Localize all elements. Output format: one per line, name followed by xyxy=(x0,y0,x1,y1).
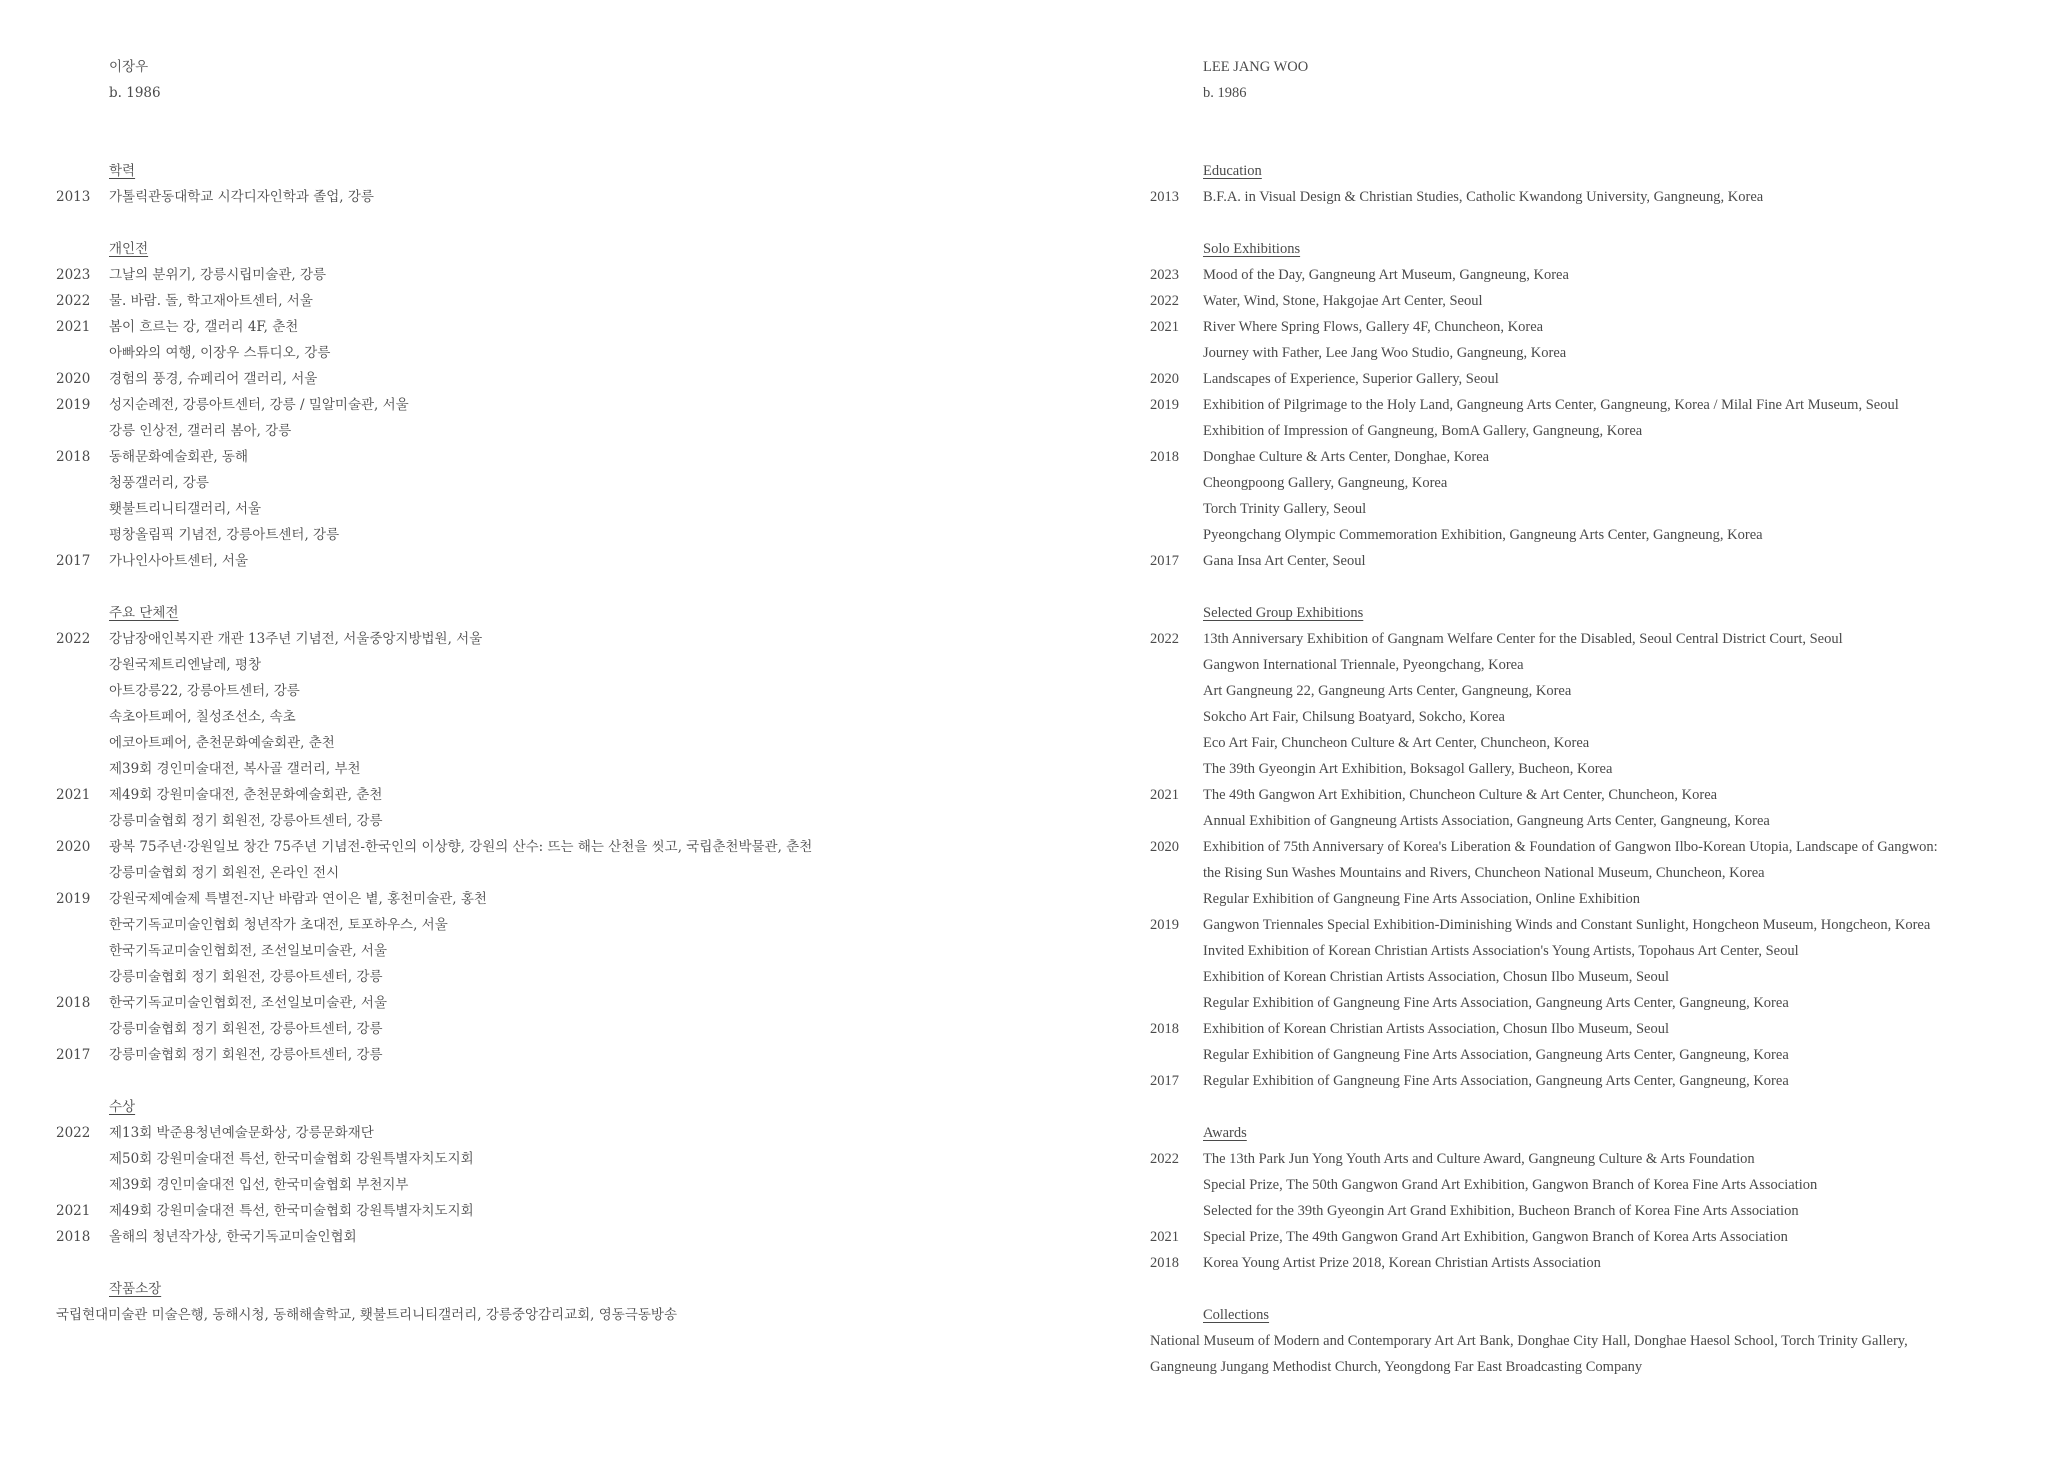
cv-korean-column xyxy=(56,54,1096,1328)
row-year: 2018 xyxy=(1150,1255,1179,1271)
row-year xyxy=(1150,808,1203,834)
row-text: 한국기독교미술인협회 청년작가 초대전, 토포하우스, 서울 xyxy=(109,917,448,933)
cv-row xyxy=(56,886,1096,912)
artist-name: 이장우 xyxy=(109,59,149,75)
row-year: 2022 xyxy=(56,293,91,309)
row-year: 2020 xyxy=(56,371,91,387)
row-text: Pyeongchang Olympic Commemoration Exhibition, Gangneung Arts Center, Gangneung, Korea xyxy=(1203,527,1763,543)
row-text: Torch Trinity Gallery, Seoul xyxy=(1203,501,1367,517)
cv-row xyxy=(56,1042,1096,1068)
row-text: B.F.A. in Visual Design & Christian Studies, Catholic Kwandong University, Gangneung, Korea xyxy=(1203,189,1764,205)
section-title-text: 작품소장 xyxy=(109,1281,162,1297)
row-text: 에코아트페어, 춘천문화예술회관, 춘천 xyxy=(109,735,335,751)
row-text: 강릉미술협회 정기 회원전, 강릉아트센터, 강릉 xyxy=(109,1021,383,1037)
cv-row xyxy=(56,912,1096,938)
row-text: Invited Exhibition of Korean Christian Artists Association's Young Artists, Topohaus Art Center, Seoul xyxy=(1203,943,1799,959)
cv-row xyxy=(56,990,1096,1016)
row-text: 한국기독교미술인협회전, 조선일보미술관, 서울 xyxy=(109,943,387,959)
row-text: Water, Wind, Stone, Hakgojae Art Center, Seoul xyxy=(1203,293,1483,309)
year-spacer xyxy=(56,1276,109,1302)
row-year: 2020 xyxy=(1150,371,1179,387)
row-year xyxy=(56,1016,109,1042)
cv-row xyxy=(1150,496,2050,522)
section-awards xyxy=(1150,1120,2050,1276)
section-title-text: Collections xyxy=(1203,1307,1270,1323)
year-spacer xyxy=(56,236,109,262)
cv-row xyxy=(56,938,1096,964)
row-year: 2022 xyxy=(1150,1151,1179,1167)
collection-line: Gangneung Jungang Methodist Church, Yeongdong Far East Broadcasting Company xyxy=(1150,1359,1643,1375)
section-title-line xyxy=(1150,1120,2050,1146)
section-title-line xyxy=(56,158,1096,184)
section-title-text: Education xyxy=(1203,163,1262,179)
section-education xyxy=(56,158,1096,210)
row-year: 2022 xyxy=(1150,631,1179,647)
row-text: 성지순례전, 강릉아트센터, 강릉 / 밀알미술관, 서울 xyxy=(109,397,409,413)
row-text: Journey with Father, Lee Jang Woo Studio, Gangneung, Korea xyxy=(1203,345,1567,361)
cv-row xyxy=(56,1172,1096,1198)
year-spacer xyxy=(1150,158,1203,184)
cv-row xyxy=(1150,756,2050,782)
section-title-line xyxy=(56,600,1096,626)
section-title xyxy=(1203,158,2050,184)
cv-row xyxy=(56,366,1096,392)
cv-row xyxy=(1150,938,2050,964)
row-text: 강릉미술협회 정기 회원전, 강릉아트센터, 강릉 xyxy=(109,969,383,985)
row-year: 2021 xyxy=(1150,787,1179,803)
cv-row xyxy=(56,704,1096,730)
row-year: 2017 xyxy=(56,1047,91,1063)
section-title-line xyxy=(1150,1302,2050,1328)
cv-row xyxy=(1150,860,2050,886)
cv-english-column xyxy=(1150,54,2050,1380)
row-year xyxy=(1150,964,1203,990)
cv-row xyxy=(56,834,1096,860)
year-spacer xyxy=(56,600,109,626)
row-text: The 49th Gangwon Art Exhibition, Chuncheon Culture & Art Center, Chuncheon, Korea xyxy=(1203,787,1718,803)
row-year xyxy=(56,678,109,704)
row-year xyxy=(56,938,109,964)
row-year xyxy=(1150,938,1203,964)
row-year xyxy=(56,808,109,834)
row-text: 동해문화예술회관, 동해 xyxy=(109,449,248,465)
cv-row xyxy=(56,184,1096,210)
row-year: 2018 xyxy=(1150,1021,1179,1037)
year-spacer xyxy=(56,54,109,80)
row-text: Exhibition of Pilgrimage to the Holy Land, Gangneung Arts Center, Gangneung, Korea / Milal Fine Art Museum, Seoul xyxy=(1203,397,1899,413)
row-text: Regular Exhibition of Gangneung Fine Arts Association, Gangneung Arts Center, Gangneung, Korea xyxy=(1203,1047,1789,1063)
row-year: 2013 xyxy=(56,189,91,205)
section-title-text: 수상 xyxy=(109,1099,136,1115)
row-year xyxy=(1150,1172,1203,1198)
row-text: Cheongpoong Gallery, Gangneung, Korea xyxy=(1203,475,1448,491)
row-year xyxy=(1150,652,1203,678)
cv-row xyxy=(1150,366,2050,392)
row-year xyxy=(1150,1198,1203,1224)
cv-row xyxy=(56,1016,1096,1042)
birth-line xyxy=(56,80,1096,106)
cv-row xyxy=(1150,548,2050,574)
row-year xyxy=(1150,418,1203,444)
cv-row xyxy=(1150,340,2050,366)
cv-row xyxy=(1150,1068,2050,1094)
cv-row xyxy=(1150,704,2050,730)
cv-row xyxy=(1150,1172,2050,1198)
row-text: Landscapes of Experience, Superior Gallery, Seoul xyxy=(1203,371,1499,387)
row-text: Exhibition of Impression of Gangneung, BomA Gallery, Gangneung, Korea xyxy=(1203,423,1643,439)
cv-row xyxy=(56,522,1096,548)
cv-row xyxy=(56,626,1096,652)
section-title xyxy=(109,236,1096,262)
section-title-text: Awards xyxy=(1203,1125,1247,1141)
section-title xyxy=(1203,1120,2050,1146)
cv-row xyxy=(1150,1042,2050,1068)
row-year xyxy=(56,1172,109,1198)
section-title xyxy=(1203,236,2050,262)
row-text: Sokcho Art Fair, Chilsung Boatyard, Sokcho, Korea xyxy=(1203,709,1505,725)
row-year: 2019 xyxy=(56,397,91,413)
section-education xyxy=(1150,158,2050,210)
birth-year: b. 1986 xyxy=(1203,85,1247,101)
year-spacer xyxy=(1150,236,1203,262)
row-text: Regular Exhibition of Gangneung Fine Arts Association, Gangneung Arts Center, Gangneung, Korea xyxy=(1203,995,1789,1011)
row-text: Regular Exhibition of Gangneung Fine Arts Association, Online Exhibition xyxy=(1203,891,1640,907)
year-spacer xyxy=(1150,1120,1203,1146)
row-text: Annual Exhibition of Gangneung Artists Association, Gangneung Arts Center, Gangneung, Korea xyxy=(1203,813,1770,829)
row-text: 제50회 강원미술대전 특선, 한국미술협회 강원특별자치도지회 xyxy=(109,1151,474,1167)
row-text: The 39th Gyeongin Art Exhibition, Boksagol Gallery, Bucheon, Korea xyxy=(1203,761,1613,777)
row-year xyxy=(1150,522,1203,548)
section-solo xyxy=(56,236,1096,574)
row-year: 2013 xyxy=(1150,189,1179,205)
row-year: 2018 xyxy=(56,1229,91,1245)
row-year: 2022 xyxy=(1150,293,1179,309)
row-year: 2022 xyxy=(56,1125,91,1141)
section-title xyxy=(109,1094,1096,1120)
row-text: 속초아트페어, 칠성조선소, 속초 xyxy=(109,709,296,725)
cv-row xyxy=(1150,964,2050,990)
row-text: Special Prize, The 50th Gangwon Grand Art Exhibition, Gangwon Branch of Korea Fine Arts Association xyxy=(1203,1177,1818,1193)
row-text: Gangwon Triennales Special Exhibition-Diminishing Winds and Constant Sunlight, Hongcheon Museum, Hongcheon, Korea xyxy=(1203,917,1931,933)
cv-row xyxy=(1150,990,2050,1016)
row-year: 2019 xyxy=(1150,917,1179,933)
cv-row xyxy=(1150,1250,2050,1276)
row-text: 강릉미술협회 정기 회원전, 강릉아트센터, 강릉 xyxy=(109,1047,383,1063)
cv-row xyxy=(1150,730,2050,756)
row-year: 2020 xyxy=(56,839,91,855)
row-text: Regular Exhibition of Gangneung Fine Arts Association, Gangneung Arts Center, Gangneung, Korea xyxy=(1203,1073,1789,1089)
cv-row xyxy=(1150,288,2050,314)
section-title-line xyxy=(1150,158,2050,184)
row-year: 2017 xyxy=(1150,1073,1179,1089)
row-text: 광복 75주년·강원일보 창간 75주년 기념전-한국인의 이상향, 강원의 산수: 뜨는 해는 산천을 씻고, 국립춘천박물관, 춘천 xyxy=(109,839,813,855)
section-title-line xyxy=(56,1276,1096,1302)
cv-row xyxy=(1150,652,2050,678)
row-text: Exhibition of Korean Christian Artists Association, Chosun Ilbo Museum, Seoul xyxy=(1203,969,1669,985)
cv-row xyxy=(1150,314,2050,340)
section-title-line xyxy=(1150,236,2050,262)
row-text: 가나인사아트센터, 서울 xyxy=(109,553,248,569)
section-title-line xyxy=(56,236,1096,262)
row-text: 평창올림픽 기념전, 강릉아트센터, 강릉 xyxy=(109,527,340,543)
section-title xyxy=(109,600,1096,626)
cv-row xyxy=(56,678,1096,704)
row-year: 2022 xyxy=(56,631,91,647)
row-text: Korea Young Artist Prize 2018, Korean Christian Artists Association xyxy=(1203,1255,1601,1271)
row-year xyxy=(56,912,109,938)
row-text: 제13회 박준용청년예술문화상, 강릉문화재단 xyxy=(109,1125,374,1141)
row-year xyxy=(56,704,109,730)
cv-row xyxy=(56,1120,1096,1146)
row-year xyxy=(56,1146,109,1172)
row-text: 봄이 흐르는 강, 갤러리 4F, 춘천 xyxy=(109,319,299,335)
cv-row xyxy=(1150,262,2050,288)
year-spacer xyxy=(56,1094,109,1120)
row-year: 2017 xyxy=(1150,553,1179,569)
row-year xyxy=(1150,496,1203,522)
cv-row xyxy=(56,392,1096,418)
row-year xyxy=(56,340,109,366)
birth-year: b. 1986 xyxy=(109,85,161,101)
section-title xyxy=(109,158,1096,184)
birth-line xyxy=(1150,80,2050,106)
cv-row xyxy=(56,730,1096,756)
row-year: 2020 xyxy=(1150,839,1179,855)
cv-row xyxy=(56,808,1096,834)
cv-row xyxy=(1150,1198,2050,1224)
cv-row xyxy=(56,314,1096,340)
row-text: Selected for the 39th Gyeongin Art Grand Exhibition, Bucheon Branch of Korea Fine Arts Association xyxy=(1203,1203,1799,1219)
cv-row xyxy=(1150,418,2050,444)
row-year xyxy=(1150,730,1203,756)
section-title xyxy=(1203,600,2050,626)
row-text: Special Prize, The 49th Gangwon Grand Art Exhibition, Gangwon Branch of Korea Arts Association xyxy=(1203,1229,1788,1245)
row-text: Art Gangneung 22, Gangneung Arts Center, Gangneung, Korea xyxy=(1203,683,1572,699)
row-year xyxy=(1150,860,1203,886)
row-text: 제49회 강원미술대전 특선, 한국미술협회 강원특별자치도지회 xyxy=(109,1203,474,1219)
row-text: 횃불트리니티갤러리, 서울 xyxy=(109,501,262,517)
header-block xyxy=(1150,54,2050,106)
row-year: 2018 xyxy=(56,449,91,465)
row-year: 2021 xyxy=(1150,319,1179,335)
row-text: Donghae Culture & Arts Center, Donghae, Korea xyxy=(1203,449,1490,465)
row-year: 2023 xyxy=(1150,267,1179,283)
collection-line: National Museum of Modern and Contemporary Art Art Bank, Donghae City Hall, Donghae Haesol School, Torch Trinity Gallery, xyxy=(1150,1333,1908,1349)
cv-row xyxy=(56,340,1096,366)
row-text: 경험의 풍경, 슈페리어 갤러리, 서울 xyxy=(109,371,318,387)
cv-row xyxy=(1150,1224,2050,1250)
cv-row xyxy=(1150,392,2050,418)
section-group xyxy=(1150,600,2050,1094)
row-year xyxy=(56,860,109,886)
section-title xyxy=(1203,1302,2050,1328)
row-year: 2017 xyxy=(56,553,91,569)
year-spacer xyxy=(56,80,109,106)
row-text: River Where Spring Flows, Gallery 4F, Chuncheon, Korea xyxy=(1203,319,1544,335)
year-spacer xyxy=(1150,54,1203,80)
year-spacer xyxy=(1150,80,1203,106)
section-collections xyxy=(56,1276,1096,1328)
row-text: 올해의 청년작가상, 한국기독교미술인협회 xyxy=(109,1229,357,1245)
year-spacer xyxy=(1150,1302,1203,1328)
row-text: Exhibition of 75th Anniversary of Korea's Liberation & Foundation of Gangwon Ilbo-Korean Utopia, Landscape of Gangwon: xyxy=(1203,839,1938,855)
section-title-text: Selected Group Exhibitions xyxy=(1203,605,1364,621)
row-text: 한국기독교미술인협회전, 조선일보미술관, 서울 xyxy=(109,995,387,1011)
row-year xyxy=(1150,1042,1203,1068)
row-text: 제49회 강원미술대전, 춘천문화예술회관, 춘천 xyxy=(109,787,383,803)
cv-row xyxy=(1150,470,2050,496)
cv-row xyxy=(56,496,1096,522)
cv-row xyxy=(1150,1146,2050,1172)
cv-row xyxy=(56,548,1096,574)
cv-row xyxy=(1150,886,2050,912)
cv-row xyxy=(56,652,1096,678)
section-title-text: Solo Exhibitions xyxy=(1203,241,1301,257)
row-year: 2018 xyxy=(56,995,91,1011)
row-text: 아트강릉22, 강릉아트센터, 강릉 xyxy=(109,683,300,699)
section-collections xyxy=(1150,1302,2050,1380)
section-solo xyxy=(1150,236,2050,574)
header-block xyxy=(56,54,1096,106)
row-text: Eco Art Fair, Chuncheon Culture & Art Center, Chuncheon, Korea xyxy=(1203,735,1590,751)
row-text: the Rising Sun Washes Mountains and Rivers, Chuncheon National Museum, Chuncheon, Korea xyxy=(1203,865,1765,881)
row-year xyxy=(1150,990,1203,1016)
row-year: 2021 xyxy=(56,787,91,803)
year-spacer xyxy=(56,158,109,184)
cv-row xyxy=(56,288,1096,314)
cv-row xyxy=(56,964,1096,990)
row-text: 아빠와의 여행, 이장우 스튜디오, 강릉 xyxy=(109,345,331,361)
row-year xyxy=(56,522,109,548)
section-awards xyxy=(56,1094,1096,1250)
collection-line: 국립현대미술관 미술은행, 동해시청, 동해해솔학교, 횃불트리니티갤러리, 강릉중앙감리교회, 영동극동방송 xyxy=(56,1307,678,1323)
row-text: 제39회 경인미술대전 입선, 한국미술협회 부천지부 xyxy=(109,1177,409,1193)
cv-row xyxy=(1150,184,2050,210)
row-year xyxy=(1150,470,1203,496)
row-year: 2021 xyxy=(56,319,91,335)
cv-row xyxy=(1150,626,2050,652)
row-year xyxy=(1150,756,1203,782)
artist-name-line xyxy=(56,54,1096,80)
row-text: Gana Insa Art Center, Seoul xyxy=(1203,553,1366,569)
cv-row xyxy=(1150,522,2050,548)
row-year xyxy=(56,470,109,496)
cv-row xyxy=(56,444,1096,470)
cv-row xyxy=(1150,782,2050,808)
row-text: 강릉미술협회 정기 회원전, 온라인 전시 xyxy=(109,865,340,881)
row-year xyxy=(56,756,109,782)
row-text: Gangwon International Triennale, Pyeongchang, Korea xyxy=(1203,657,1524,673)
row-year: 2021 xyxy=(56,1203,91,1219)
row-year xyxy=(56,496,109,522)
cv-row xyxy=(1150,678,2050,704)
cv-row xyxy=(56,860,1096,886)
cv-row xyxy=(56,418,1096,444)
row-year xyxy=(56,418,109,444)
row-year xyxy=(56,964,109,990)
row-text: 강원국제트리엔날레, 평창 xyxy=(109,657,262,673)
row-year: 2019 xyxy=(1150,397,1179,413)
row-text: 청풍갤러리, 강릉 xyxy=(109,475,209,491)
section-title-line xyxy=(56,1094,1096,1120)
row-year xyxy=(1150,678,1203,704)
section-title xyxy=(109,1276,1096,1302)
cv-row xyxy=(56,470,1096,496)
row-year xyxy=(56,730,109,756)
row-text: Exhibition of Korean Christian Artists Association, Chosun Ilbo Museum, Seoul xyxy=(1203,1021,1669,1037)
row-text: 강릉미술협회 정기 회원전, 강릉아트센터, 강릉 xyxy=(109,813,383,829)
cv-row xyxy=(56,1224,1096,1250)
cv-row xyxy=(1150,1016,2050,1042)
row-text: 13th Anniversary Exhibition of Gangnam Welfare Center for the Disabled, Seoul Central District Court, Seoul xyxy=(1203,631,1843,647)
section-title-line xyxy=(1150,600,2050,626)
row-year: 2023 xyxy=(56,267,91,283)
section-title-text: 개인전 xyxy=(109,241,149,257)
cv-row xyxy=(1150,808,2050,834)
row-year xyxy=(1150,340,1203,366)
row-text: 강릉 인상전, 갤러리 봄아, 강릉 xyxy=(109,423,292,439)
row-text: 물. 바람. 돌, 학고재아트센터, 서울 xyxy=(109,293,313,309)
row-text: 강원국제예술제 특별전-지난 바람과 연이은 볕, 홍천미술관, 홍천 xyxy=(109,891,487,907)
row-text: 가톨릭관동대학교 시각디자인학과 졸업, 강릉 xyxy=(109,189,374,205)
artist-name-line xyxy=(1150,54,2050,80)
cv-row xyxy=(56,262,1096,288)
year-spacer xyxy=(1150,600,1203,626)
row-year: 2019 xyxy=(56,891,91,907)
row-text: The 13th Park Jun Yong Youth Arts and Culture Award, Gangneung Culture & Arts Foundation xyxy=(1203,1151,1755,1167)
artist-name: LEE JANG WOO xyxy=(1203,59,1309,75)
cv-row xyxy=(56,1198,1096,1224)
cv-row xyxy=(1150,444,2050,470)
row-text: 강남장애인복지관 개관 13주년 기념전, 서울중앙지방법원, 서울 xyxy=(109,631,483,647)
section-group xyxy=(56,600,1096,1068)
cv-row xyxy=(1150,834,2050,860)
row-year xyxy=(1150,886,1203,912)
row-text: 그날의 분위기, 강릉시립미술관, 강릉 xyxy=(109,267,327,283)
cv-row xyxy=(56,756,1096,782)
cv-row xyxy=(56,1146,1096,1172)
section-title-text: 학력 xyxy=(109,163,136,179)
section-title-text: 주요 단체전 xyxy=(109,605,179,621)
cv-row xyxy=(1150,912,2050,938)
row-year: 2021 xyxy=(1150,1229,1179,1245)
row-text: Mood of the Day, Gangneung Art Museum, Gangneung, Korea xyxy=(1203,267,1569,283)
row-year xyxy=(1150,704,1203,730)
row-year xyxy=(56,652,109,678)
cv-row xyxy=(56,782,1096,808)
row-year: 2018 xyxy=(1150,449,1179,465)
row-text: 제39회 경인미술대전, 복사골 갤러리, 부천 xyxy=(109,761,361,777)
